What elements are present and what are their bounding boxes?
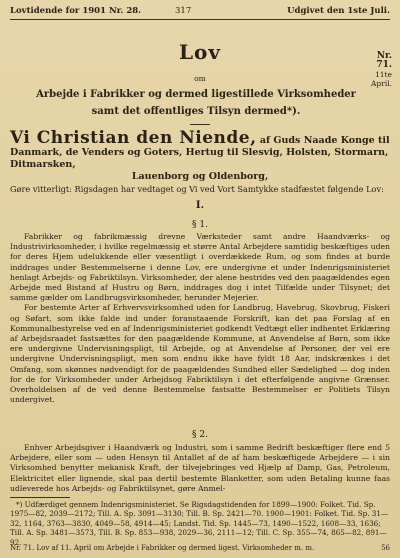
footnote: [10, 500, 390, 547]
margin-date-day: 11te: [375, 70, 392, 79]
king-name: Vi Christian den Niende,: [10, 128, 257, 148]
sheet-number: 56: [381, 544, 390, 552]
title-om: om: [194, 74, 206, 83]
law-number: Nr. 71.: [376, 51, 392, 70]
title-divider: [190, 124, 210, 125]
footnote-text: *) Udfærdiget gennem Indenrigsministeriet. Se Rigsdagstidenden for 1899—1900: Folket. Tid. Sp. 1975—82, 2039—2172; Till. A. Sp. 3091—3130; Till. B. Sp. 2421—70. 1900—1901: Folket. Tid. Sp. 31—32, 1164, 3763—3830, 4049—58, 4914—45; Landst. Tid. Sp. 1445—73, 1490—1522, 1608—33, 1636; Till. A. Sp. 3481—3573, Till. B. Sp. 853—938, 2029—36, 2111—12; Till. C. Sp. 355—74, 865—82, 891—92.: [10, 500, 389, 547]
running-header: [10, 6, 390, 20]
king-preamble: [10, 128, 390, 183]
header-rule: [10, 19, 390, 20]
bottom-citation: Nr. 71. Lov af 11. April om Arbejde i Fabrikker og dermed ligest. Virksomheder m. m.: [10, 544, 315, 552]
king-last: Lauenborg og Oldenborg,: [131, 171, 269, 182]
footnote-rule: [10, 497, 70, 498]
law-title: Lov: [178, 40, 222, 64]
section-2-paragraph: Enhver Arbejdsgiver i Haandværk og Industri, som i samme Bedrift beskæftiger flere end 5 Arbejdere, eller som — uden Hensyn til Antallet af de af ham beskæftigede Arbejdere — i sin Virksomhed benytter mekanisk Kraft, der tilvejebringes ved Hjælp af Damp, Gas, Petroleum, Elektricitet eller lignende, skal paa dertil bestemte Blanketter, som uden Betaling kunne faas udleverede hos Arbejds- og Fabriktilsynet, gøre Anmel-: [10, 443, 390, 493]
header-left: Lovtidende for 1901 Nr. 28.: [10, 6, 142, 16]
section-1-paragraph: For bestemte Arter af Erhvervsvirksomhed uden for Landbrug, Havebrug, Skovbrug, Fiskeri og Søfart, som ikke falde ind under foranstaaende Forskrift, kan det paa Forslag af en Kommunalbestyrelse ved en af Indenrigsministeriet godkendt Vedtægt eller indhentet Erklæring af Arbejdsraadet fastsættes for den paagældende Kommune, at Anvendelse af Børn, som ikke ere undergivne Undervisningspligt, til Arbejde, og at Anvendelse af Personer, der vel ere undergivne Undervisningspligt, men som endnu ikke have fyldt 18 Aar, indskrænkes i det Omfang, som skønnes nødvendigt for de paagældendes Sundhed eller Sædelighed — dog inden for de for Virksomheder under Arbejdsog Fabriktilsyn i det efterfølgende angivne Grænser. Overholdelsen af de ved denne Bestemmelse fastsatte Bestemmelser er Politiets Tilsyn undergivet.: [10, 303, 390, 405]
section-2-heading: § 2.: [192, 430, 208, 440]
page-number: 317: [175, 6, 192, 16]
section-1-body: [10, 232, 390, 405]
section-1-paragraph: Fabrikker og fabrikmæssig drevne Værksteder samt andre Haandværks- og Industrivirksomheder, i hvilke regelmæssig et større Antal Arbejdere samtidig beskæftiges uden for deres Hjem udelukkende eller væsentligt i overdækkede Rum, og som findes at burde inddrages under Bestemmelserne i denne Lov, ere undergivne et under Indenrigsministeriet henlagt Arbejds- og Fabriktilsyn. Virksomheder, der alene bestrides ved den paagældendes egen Arbejde med Bistand af Hustru og Børn, inddrages dog i intet Tilfælde under Tilsynet; det samme gælder om Landbrugsvirksomheder, herunder Mejerier.: [10, 232, 390, 303]
chapter-heading: I.: [195, 200, 205, 211]
section-2-body: [10, 443, 390, 494]
section-1-heading: § 1.: [192, 220, 208, 230]
proclamation: Gøre vitterligt: Rigsdagen har vedtaget og Vi ved Vort Samtykke stadfæstet følgende Lov:: [10, 184, 384, 194]
law-subtitle: Arbejde i Fabrikker og dermed ligestillede Virksomheder samt det offentliges Tilsyn dermed*).: [36, 89, 356, 117]
header-right: Udgivet den 1ste Juli.: [287, 6, 390, 16]
margin-date-month: April.: [371, 79, 392, 88]
king-text: af Guds Naade Konge til Danmark, de Venders og Goters, Hertug til Slesvig, Holsten, Stormarn, Ditmarsken,: [10, 135, 390, 170]
